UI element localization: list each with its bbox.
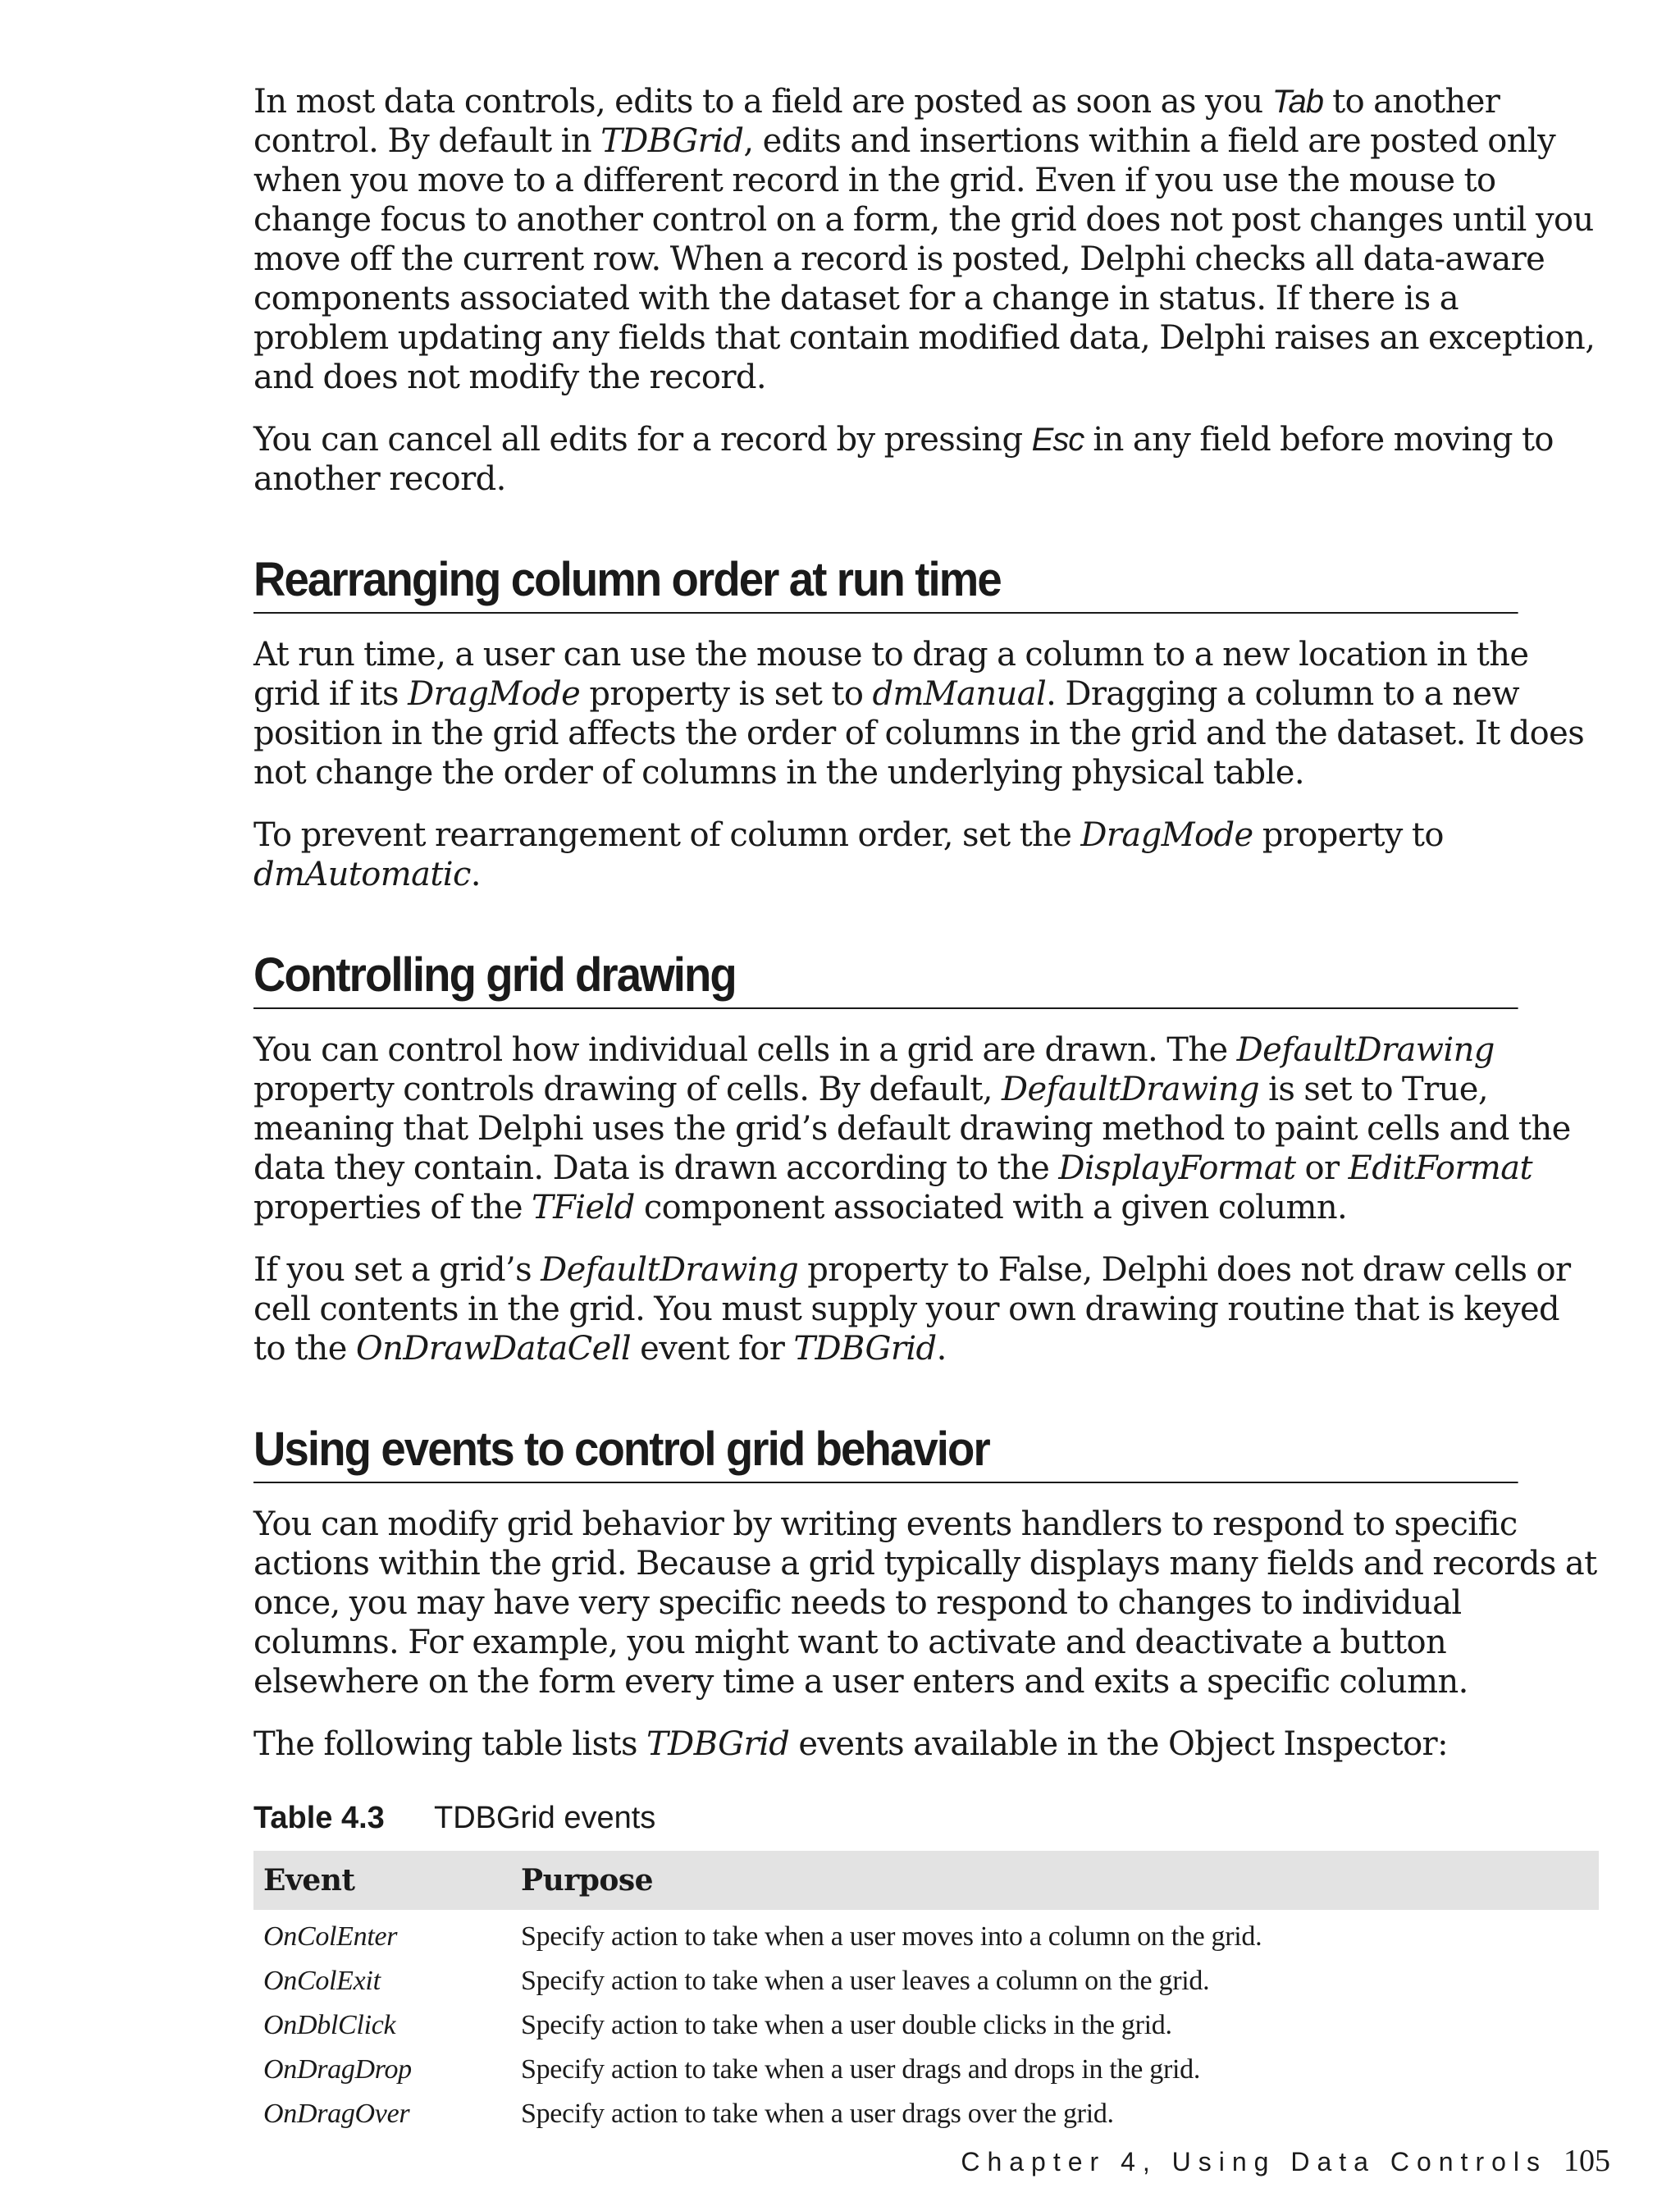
text-run: properties of the bbox=[253, 1189, 532, 1226]
table-row bbox=[253, 1959, 1599, 2003]
drawing-paragraph-2 bbox=[253, 1250, 1599, 1368]
text-run: property is set to bbox=[580, 675, 873, 713]
column-header-purpose: Purpose bbox=[511, 1851, 1599, 1910]
term-displayformat: DisplayFormat bbox=[1058, 1149, 1296, 1187]
term-defaultdrawing: DefaultDrawing bbox=[1001, 1071, 1260, 1108]
term-dragmode: DragMode bbox=[408, 675, 581, 713]
document-page bbox=[253, 82, 1599, 2136]
table-row bbox=[253, 2092, 1599, 2136]
text-run: You can control how individual cells in a grid are drawn. The bbox=[253, 1031, 1237, 1069]
purpose-cell: Specify action to take when a user drags and drops in the grid. bbox=[521, 2054, 1201, 2085]
text-run: To prevent rearrangement of column order, set the bbox=[253, 816, 1081, 854]
table-caption-title: TDBGrid events bbox=[434, 1801, 656, 1835]
text-run: property controls drawing of cells. By default, bbox=[253, 1071, 1002, 1108]
text-run: or bbox=[1295, 1149, 1349, 1187]
keyboard-key-esc: Esc bbox=[1031, 422, 1084, 458]
purpose-cell: Specify action to take when a user moves into a column on the grid. bbox=[521, 1921, 1262, 1952]
section-heading-drawing: Controlling grid drawing bbox=[253, 948, 1518, 1009]
section-heading-rearranging: Rearranging column order at run time bbox=[253, 553, 1518, 614]
text-run: is set to True, meaning that Delphi uses the grid’s default drawing method to paint cells and the data they contain. Data is drawn according to the bbox=[253, 1071, 1571, 1187]
term-tdbgrid: TDBGrid bbox=[646, 1725, 790, 1763]
term-dragmode: DragMode bbox=[1080, 816, 1253, 854]
text-run: . bbox=[470, 856, 481, 893]
term-ondrawdatacell: OnDrawDataCell bbox=[355, 1330, 632, 1368]
intro-paragraph-1 bbox=[253, 82, 1599, 397]
column-header-event: Event bbox=[253, 1851, 511, 1910]
page-number: 105 bbox=[1564, 2144, 1610, 2178]
drawing-paragraph-1 bbox=[253, 1030, 1599, 1227]
text-run: You can cancel all edits for a record by pressing bbox=[253, 421, 1032, 459]
text-run: At run time, a user can use the mouse to drag a column to a new location in the grid if its bbox=[253, 636, 1529, 713]
keyboard-key-tab: Tab bbox=[1271, 84, 1323, 120]
term-tdbgrid: TDBGrid bbox=[793, 1330, 937, 1368]
term-dmmanual: dmManual bbox=[872, 675, 1047, 713]
purpose-cell: Specify action to take when a user double clicks in the grid. bbox=[521, 2010, 1172, 2040]
text-run: events available in the Object Inspector: bbox=[789, 1725, 1448, 1763]
term-editformat: EditFormat bbox=[1348, 1149, 1532, 1187]
text-run: event for bbox=[631, 1330, 794, 1368]
rearranging-paragraph-2 bbox=[253, 815, 1599, 894]
text-run: component associated with a given column. bbox=[634, 1189, 1348, 1226]
text-run: If you set a grid’s bbox=[253, 1251, 541, 1289]
text-run: property to False, Delphi does not draw cells or cell contents in the grid. You must supply your own drawing routine that is keyed to the bbox=[253, 1251, 1571, 1368]
rearranging-paragraph-1 bbox=[253, 635, 1599, 792]
table-caption-number: Table 4.3 bbox=[253, 1801, 385, 1835]
text-run: The following table lists bbox=[253, 1725, 647, 1763]
event-name-cell: OnColEnter bbox=[263, 1921, 398, 1952]
section-heading-events: Using events to control grid behavior bbox=[253, 1423, 1518, 1483]
text-run: to another control. By default in bbox=[253, 83, 1500, 160]
text-run: . Dragging a column to a new position in the grid affects the order of columns in the grid and the dataset. It does not change the order of columns in the underlying physical table. bbox=[253, 675, 1585, 792]
events-paragraph-2 bbox=[253, 1724, 1599, 1764]
term-defaultdrawing: DefaultDrawing bbox=[1236, 1031, 1495, 1069]
event-name-cell: OnDblClick bbox=[263, 2010, 396, 2040]
table-header-row bbox=[253, 1851, 1599, 1910]
term-dmautomatic: dmAutomatic bbox=[253, 856, 471, 893]
text-run: . bbox=[936, 1330, 947, 1368]
event-name-cell: OnDragOver bbox=[263, 2099, 410, 2129]
table-row bbox=[253, 2048, 1599, 2092]
term-tdbgrid: TDBGrid bbox=[600, 122, 744, 160]
text-run: property to bbox=[1253, 816, 1444, 854]
intro-paragraph-2 bbox=[253, 420, 1599, 499]
footer-chapter-title: Chapter 4, Using Data Controls bbox=[961, 2147, 1547, 2176]
events-table bbox=[253, 1851, 1599, 2136]
events-paragraph-1: You can modify grid behavior by writing events handlers to respond to specific actions within the grid. Because a grid typically displays many fields and records at once, you may have very specific needs to respond to changes to individual columns. For example, you might want to activate and deactivate a button elsewhere on the form every time a user enters and exits a specific column. bbox=[253, 1505, 1597, 1701]
table-row bbox=[253, 2003, 1599, 2048]
event-name-cell: OnDragDrop bbox=[263, 2054, 412, 2085]
text-run: , edits and insertions within a field are posted only when you move to a different record in the grid. Even if you use the mouse to change focus to another control on a form, the grid does not post changes until you move off the current row. When a record is posted, Delphi checks all data-aware components associated with the dataset for a change in status. If there is a problem updating any fields that contain modified data, Delphi raises an exception, and does not modify the record. bbox=[253, 122, 1596, 396]
table-caption bbox=[253, 1800, 1599, 1836]
term-defaultdrawing: DefaultDrawing bbox=[541, 1251, 799, 1289]
text-run: In most data controls, edits to a field are posted as soon as you bbox=[253, 83, 1272, 121]
text-run: in any field before moving to another record. bbox=[253, 421, 1554, 498]
event-name-cell: OnColExit bbox=[263, 1966, 381, 1996]
term-tfield: TField bbox=[532, 1189, 635, 1226]
table-row bbox=[253, 1910, 1599, 1959]
page-footer bbox=[961, 2143, 1610, 2179]
purpose-cell: Specify action to take when a user leaves a column on the grid. bbox=[521, 1966, 1210, 1996]
purpose-cell: Specify action to take when a user drags over the grid. bbox=[521, 2099, 1114, 2129]
